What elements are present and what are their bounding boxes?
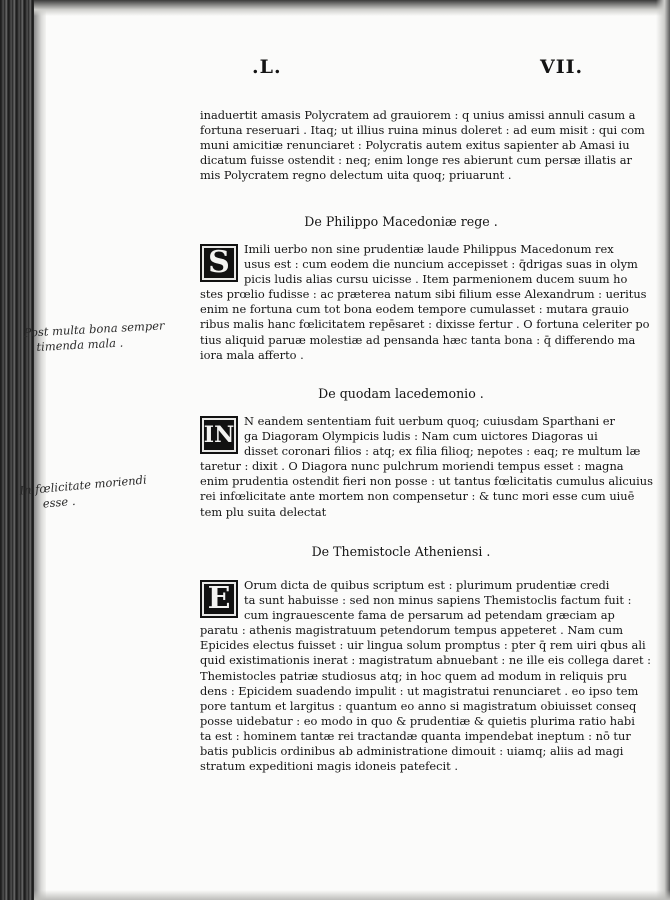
text-line: muni amicitiæ renunciaret : Polycratis autem exitus sapienter ab Amasi iu [200, 138, 630, 153]
decorated-initial: S [200, 244, 238, 282]
text-line: dicatum fuisse ostendit : neq; enim longe res abierunt cum persæ illatis ar [200, 153, 632, 168]
text-line: stratum expeditioni magis idoneis patefecit . [200, 759, 458, 774]
text-line: Epicides electus fuisset : uir lingua solum promptus : pter q̄ rem uiri qbus ali [200, 638, 646, 653]
section-heading-themistocles: De Themistocle Atheniensi . [311, 544, 491, 559]
decorated-initial: E [200, 580, 238, 618]
text-line: enim prudentia ostendit fieri non posse : ut tantus fœlicitatis cumulus alicuius [200, 474, 653, 489]
text-line: N eandem sententiam fuit uerbum quoq; cuiusdam Sparthani er [244, 414, 615, 428]
text-line: quid existimationis inerat : magistratum abnuebant : ne ille eis collega daret : [200, 653, 651, 668]
text-line: posse uidebatur : eo modo in quo & prudentiæ & quietis plurima ratio habi [200, 713, 635, 728]
text-line: Imili uerbo non sine prudentiæ laude Philippus Macedonum rex [244, 242, 614, 256]
bottom-edge-shadow [34, 890, 670, 900]
marginal-note-1 [23, 318, 165, 355]
text-line: inaduertit amasis Polycratem ad grauiorem : q unius amissi annuli casum a [200, 108, 636, 122]
text-line: Orum dicta de quibus scriptum est : plurimum prudentiæ credi [244, 578, 610, 592]
top-edge-shadow [34, 0, 670, 16]
text-line: stes prœlio fudisse : ac præterea natum sibi filium esse Alexandrum : ueritus [200, 287, 647, 302]
text-line: batis publicis ordinibus ab administratione dimouit : uiamq; aliis ad magi [200, 744, 624, 759]
text-line: iora mala afferto . [200, 347, 304, 362]
paragraph-polycrates [200, 108, 645, 183]
paragraph-philippus [200, 242, 650, 363]
text-line: tem plu suita delectat [200, 504, 327, 519]
paragraph-themistocles [200, 578, 651, 774]
text-line: ta sunt habuisse : sed non minus sapiens Themistoclis factum fuit : [244, 593, 632, 608]
text-line: ta est : hominem tantæ rei tractandæ quanta impendebat ineptum : nō tur [200, 728, 631, 743]
text-line: taretur : dixit . O Diagora nunc pulchrum moriendi tempus esset : magna [200, 459, 624, 474]
paragraph-lacedemonius [200, 414, 653, 520]
gutter-shadow [34, 0, 46, 900]
text-line: fortuna reseruari . Itaq; ut illius ruina minus doleret : ad eum misit : qui com [200, 123, 645, 138]
right-edge-shadow [656, 0, 670, 900]
text-line: mis Polycratem regno delectum uita quoq; priuarunt . [200, 168, 512, 183]
text-line: ribus malis hanc fœlicitatem repēsaret : dixisse fertur . O fortuna celeriter po [200, 317, 650, 332]
text-line: ga Diagoram Olympicis ludis : Nam cum uictores Diagoras ui [244, 429, 598, 444]
text-line: Themistocles patriæ studiosus atq; in hoc quem ad modum in reliquis pru [200, 668, 627, 683]
book-binding [0, 0, 34, 900]
text-line: rei infœlicitate ante mortem non compensetur : & tunc mori esse cum uiuē [200, 489, 635, 504]
running-head-right: VII. [540, 56, 584, 78]
text-line: cum ingrauescente fama de persarum ad petendam græciam ap [244, 608, 615, 623]
section-heading-philippus: De Philippo Macedoniæ rege . [304, 214, 498, 229]
text-line: paratu : athenis magistratuum petendorum tempus appeteret . Nam cum [200, 623, 624, 638]
marginal-note-line: timenda mala . [36, 335, 124, 355]
text-line: pore tantum et largitus : quantum eo anno si magistratum obiuisset conseq [200, 698, 637, 713]
text-line: tius aliquid paruæ molestiæ ad pensanda hæc tanta bona : q̄ differendo ma [200, 332, 636, 347]
decorated-initial: IN [200, 416, 238, 454]
marginal-note-line: In fœlicitate moriendi [18, 472, 148, 498]
section-heading-lacedemonius: De quodam lacedemonio . [318, 386, 484, 401]
text-line: picis ludis alias cursu uicisse . Item parmenionem ducem suum ho [244, 272, 628, 287]
text-line: usus est : cum eodem die nuncium accepisset : q̄drigas suas in olym [244, 257, 638, 272]
marginal-note-line: Post multa bona semper [23, 318, 165, 340]
text-line: enim ne fortuna cum tot bona eodem tempore cumulasset : mutara grauio [200, 302, 629, 317]
text-line: dens : Epicidem suadendo impulit : ut magistratui renunciaret . eo ipso tem [200, 683, 639, 698]
text-line: disset coronari filios : atq; ex filia filioq; nepotes : eaq; re multum læ [244, 444, 641, 459]
marginal-note-line: esse . [42, 493, 76, 511]
running-head-left: .L. [252, 56, 282, 78]
